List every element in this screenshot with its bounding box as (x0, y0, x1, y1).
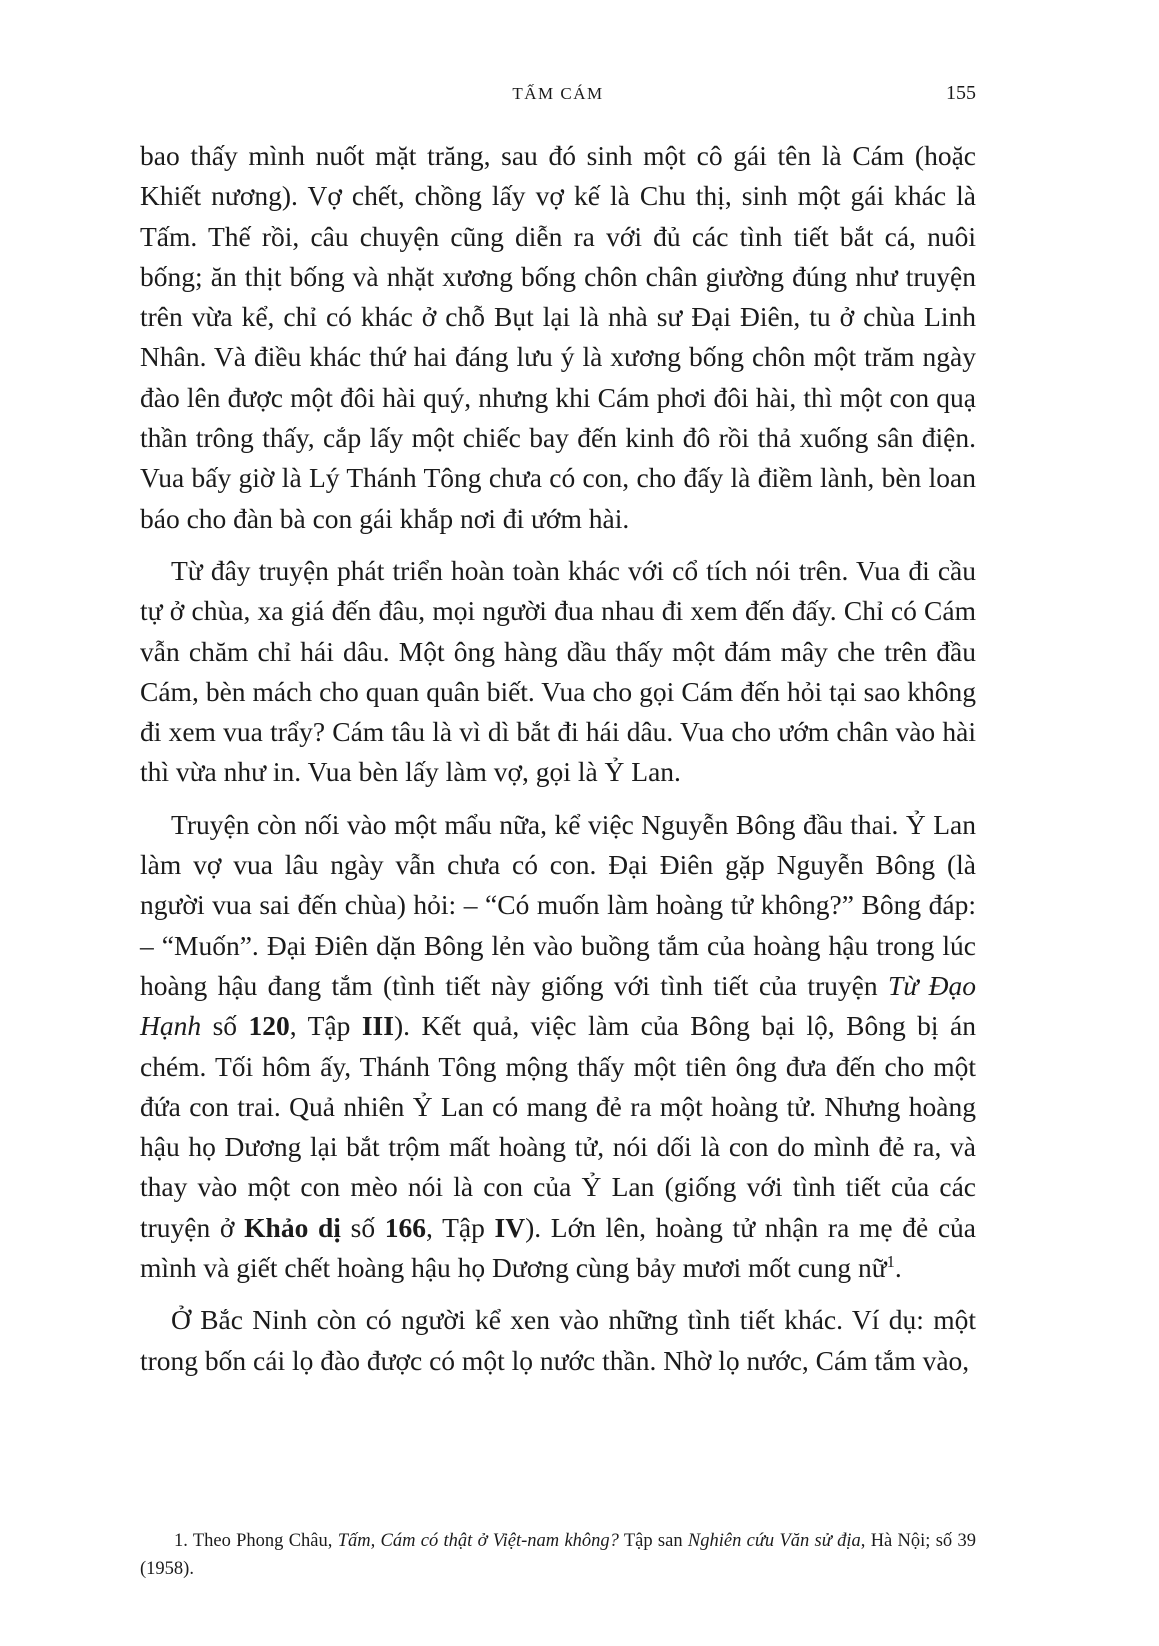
reference-title: Khảo dị (244, 1211, 341, 1243)
reference-volume: IV (494, 1211, 526, 1243)
footnote-title: Tấm, Cám có thật ở Việt-nam không? (337, 1531, 619, 1551)
page-number: 155 (946, 82, 976, 104)
footnote-text: 1. Theo Phong Châu, (174, 1531, 338, 1551)
running-title: TẤM CÁM (512, 84, 604, 103)
reference-volume: III (361, 1010, 394, 1042)
paragraph-1: bao thấy mình nuốt mặt trăng, sau đó sinh một cô gái tên là Cám (hoặc Khiết nương). Vợ chết, chồng lấy vợ kế là Chu thị, sinh một gái khác là Tấm. Thế rồi, câu chuyện cũng diễn ra với đủ các tình tiết bắt cá, nuôi bống; ăn thịt bống và nhặt xương bống chôn chân giường đúng như truyện trên vừa kể, chỉ có khác ở chỗ Bụt lại là nhà sư Đại Điên, tu ở chùa Linh Nhân. Và điều khác thứ hai đáng lưu ý là xương bống chôn một trăm ngày đào lên được một đôi hài quý, nhưng khi Cám phơi đôi hài, thì một con quạ thần trông thấy, cắp lấy một chiếc bay đến kinh đô rồi thả xuống sân điện. Vua bấy giờ là Lý Thánh Tông chưa có con, cho đấy là điềm lành, bèn loan báo cho đàn bà con gái khắp nơi đi ướm hài. (140, 140, 976, 534)
footnote (140, 1527, 976, 1583)
running-header (140, 80, 976, 110)
footnote-text: Tập san (618, 1531, 688, 1551)
paragraph-4: Ở Bắc Ninh còn có người kể xen vào những tình tiết khác. Ví dụ: một trong bốn cái lọ đào được có một lọ nước thần. Nhờ lọ nước, Cám tắm vào, (140, 1304, 976, 1376)
text-run: ). Lớn lên, hoàng tử nhận ra mẹ đẻ của mình và giết chết hoàng hậu họ Dương cùng bảy mươi mốt cung nữ (140, 1211, 977, 1284)
body-text (140, 136, 976, 1393)
paragraph-2: Từ đây truyện phát triển hoàn toàn khác với cổ tích nói trên. Vua đi cầu tự ở chùa, xa giá đến đâu, mọi người đua nhau đi xem đến đấy. Chỉ có Cám vẫn chăm chỉ hái dâu. Một ông hàng dầu thấy một đám mây che trên đầu Cám, bèn mách cho quan quân biết. Vua cho gọi Cám đến hỏi tại sao không đi xem vua trẩy? Cám tâu là vì dì bắt đi hái dâu. Vua cho ướm chân vào hài thì vừa như in. Vua bèn lấy làm vợ, gọi là Ỷ Lan. (140, 554, 976, 788)
reference-number: 120 (248, 1010, 290, 1042)
footnote-marker: 1 (886, 1251, 895, 1271)
reference-number: 166 (384, 1211, 427, 1243)
text-run: , Tập (289, 1010, 362, 1042)
text-run: số (340, 1211, 385, 1243)
footnote-journal: Nghiên cứu Văn sử địa (687, 1531, 861, 1551)
paragraph-3 (140, 805, 976, 1289)
text-run: Truyện còn nối vào một mẩu nữa, kể việc Nguyễn Bông đầu thai. Ỷ Lan làm vợ vua lâu ngày vẫn chưa có con. Đại Điên gặp Nguyễn Bông (là người vua sai đến chùa) hỏi: – “Có muốn làm hoàng tử không?” Bông đáp: – “Muốn”. Đại Điên dặn Bông lẻn vào buồng tắm của hoàng hậu trong lúc hoàng hậu đang tắm (tình tiết này giống với tình tiết của truyện (140, 808, 976, 1001)
text-run: số (201, 1010, 249, 1042)
text-run: ). Kết quả, việc làm của Bông bại lộ, Bông bị án chém. Tối hôm ấy, Thánh Tông mộng thấy một tiên ông đưa đến cho một đứa con trai. Quả nhiên Ỷ Lan có mang đẻ ra một hoàng tử. Nhưng hoàng hậu họ Dương lại bắt trộm mất hoàng tử, nói dối là con do mình đẻ ra, và thay vào một con mèo nói là con của Ỷ Lan (giống với tình tiết của các truyện ở (140, 1010, 976, 1243)
text-run: , Tập (426, 1211, 495, 1243)
reference-title: Từ Đạo Hạnh (140, 969, 976, 1042)
text-run: . (894, 1252, 902, 1284)
footnote-text: , Hà Nội; số 39 (1958). (140, 1531, 976, 1579)
